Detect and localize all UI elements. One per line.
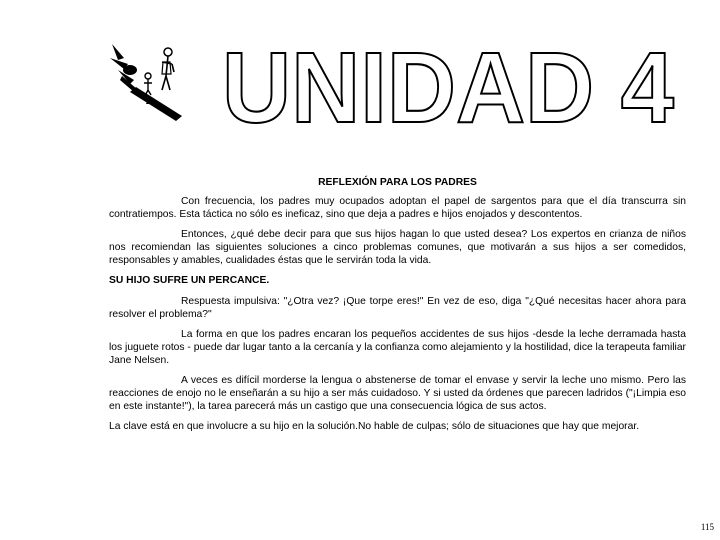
paragraph: A veces es difícil morderse la lengua o abstenerse de tomar el envase y servir la leche uno mismo. Pero las reacciones de enojo no le enseñarán a su hijo a ser más cuidadoso. Y si usted da órdenes que parecen ladridos ("¡Limpia eso en este instante!"), la tarea parecerá más un castigo que una consecuencia lógica de sus actos.: [109, 375, 686, 412]
parent-child-seesaw-clipart-icon: [108, 40, 186, 122]
unit-title: [222, 20, 682, 130]
paragraph: Con frecuencia, los padres muy ocupados adoptan el papel de sargentos para que el día transcurra sin contratiempos. Esta táctica no sólo es ineficaz, sino que deja a padres e hijos enojados y descontentos.: [109, 196, 686, 220]
unit-title-text: UNIDAD 4: [222, 30, 674, 130]
paragraph: Entonces, ¿qué debe decir para que sus hijos hagan lo que usted desea? Los expertos en crianza de niños nos recomiendan las siguientes soluciones a cinco problemas comunes, que motivarán a sus hijos a ser comedidos, responsables y amables, cualidades éstas que le servirán toda la vida.: [109, 229, 686, 266]
subheading: SU HIJO SUFRE UN PERCANCE.: [109, 275, 270, 286]
paragraph: Respuesta impulsiva: "¿Otra vez? ¡Que torpe eres!" En vez de eso, diga "¿Qué necesitas hacer ahora para resolver el problema?": [109, 296, 686, 320]
page-number: 115: [700, 522, 714, 532]
paragraph: La forma en que los padres encaran los pequeños accidentes de sus hijos -desde la leche derramada hasta los juguete rotos - puede dar lugar tanto a la cercanía y la confianza como alejamiento y la hostilidad, dice la terapeuta familiar Jane Nelsen.: [109, 329, 686, 366]
section-title: REFLEXIÓN PARA LOS PADRES: [318, 177, 477, 188]
document-body: [109, 176, 686, 440]
closing-paragraph: La clave está en que involucre a su hijo en la solución.No hable de culpas; sólo de situaciones que hay que mejorar.: [109, 421, 640, 432]
